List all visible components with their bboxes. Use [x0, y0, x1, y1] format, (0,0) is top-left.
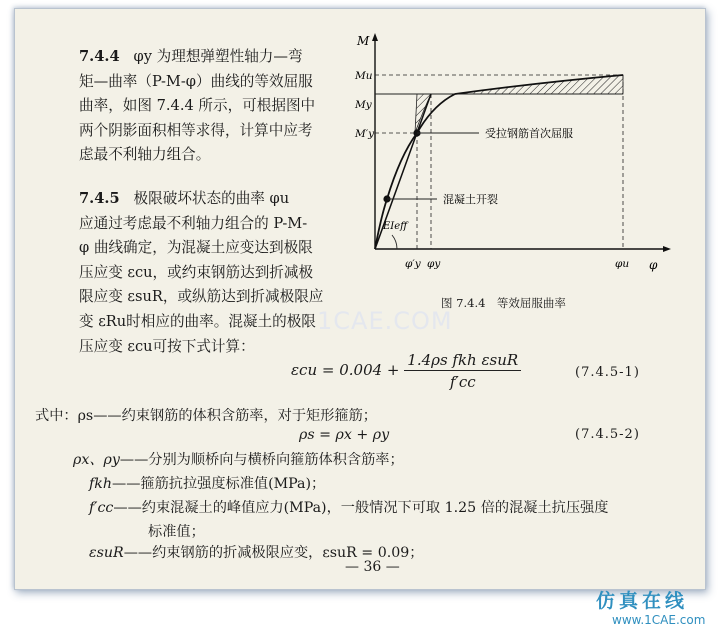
definition-continuation: 标准值； — [148, 524, 205, 540]
text-line: 矩—曲率（P-M-φ）曲线的等效屈服 — [79, 72, 313, 90]
paragraph-7-4-4 — [79, 45, 315, 168]
equation-7-4-5-2: ρs = ρx + ρy — [299, 427, 390, 443]
label-phi-y-prime: φ′y — [405, 258, 421, 270]
text-line: 变 εRu时相应的曲率。混凝土的极限 — [79, 312, 316, 330]
text-line: 压应变 εcu，或约束钢筋达到折减极 — [79, 263, 314, 281]
label-mu: Mu — [355, 70, 373, 82]
section-number: 7.4.5 — [79, 190, 120, 207]
definition-text: ——箍筋抗拉强度标准值(MPa)； — [112, 476, 326, 492]
definition-fkh — [89, 473, 325, 493]
text-line: 曲率，如图 7.4.4 所示，可根据图中 — [79, 97, 316, 115]
definition-rho-x-y — [73, 449, 404, 469]
annotation-steel-first-yield: 受拉钢筋首次屈服 — [485, 127, 573, 140]
text-line: 虑最不利轴力组合。 — [79, 146, 211, 164]
definition-rho-s — [35, 405, 377, 425]
definition-symbol: fkh — [89, 476, 112, 492]
label-phi-y: φy — [427, 258, 441, 270]
y-axis-arrow — [372, 33, 378, 41]
definition-symbol: εsuR — [89, 545, 124, 561]
paragraph-7-4-5 — [79, 187, 323, 359]
definition-text: ——约束钢筋的折减极限应变，εsuR = 0.09； — [123, 545, 424, 561]
equation-number-1: (7.4.5-1) — [575, 365, 640, 380]
slope-arc — [392, 235, 397, 249]
x-axis-label: φ — [649, 258, 658, 272]
moment-curvature-curve — [375, 75, 623, 249]
section-number: 7.4.4 — [79, 48, 120, 65]
text-line: 限应变 εsuR，或纵筋达到折减极限应 — [79, 288, 324, 306]
annotation-concrete-cracking: 混凝土开裂 — [443, 193, 498, 206]
label-my: My — [355, 99, 372, 111]
equation-fraction — [404, 351, 521, 391]
definition-symbol: 式中：ρs — [35, 408, 94, 424]
text-line: 极限破坏状态的曲率 φu — [133, 190, 290, 207]
text-line: 压应变 εcu可按下式计算： — [79, 337, 255, 355]
definition-symbol: f′cc — [89, 500, 114, 516]
text-line: 两个阴影面积相等求得，计算中应考 — [79, 121, 313, 139]
watermark-text: 1CAE.COM — [317, 307, 453, 335]
equivalent-yield-curvature-figure — [345, 31, 675, 293]
text-line: φ 曲线确定，为混凝土应变达到极限 — [79, 239, 313, 257]
document-page — [14, 8, 706, 590]
equation-numerator: 1.4ρs fkh εsuR — [404, 351, 521, 371]
text-line: φy 为理想弹塑性轴力—弯 — [133, 48, 303, 65]
equation-7-4-5-1 — [291, 351, 521, 391]
y-axis-label: M — [357, 34, 370, 48]
equation-number-2: (7.4.5-2) — [575, 427, 640, 442]
equation-denominator: f′cc — [449, 373, 476, 391]
figure-caption: 图 7.4.4 等效屈服曲率 — [441, 296, 566, 310]
site-logo — [596, 586, 716, 628]
equation-lhs: εcu = 0.004 + — [291, 361, 400, 379]
x-axis-arrow — [663, 246, 671, 252]
label-phi-u: φu — [615, 258, 630, 270]
definition-text: ——分别为顺桥向与横桥向箍筋体积含筋率； — [119, 452, 404, 468]
text-line: 应通过考虑最不利轴力组合的 P-M- — [79, 214, 308, 232]
definition-symbol: ρx、ρy — [73, 452, 120, 468]
definition-text: ——约束混凝土的峰值应力(MPa)，一般情况下可取 1.25 倍的混凝土抗压强度 — [113, 500, 609, 516]
definition-text: ——约束钢筋的体积含筋率，对于矩形箍筋； — [93, 408, 377, 424]
logo-url: www.1CAE.com — [612, 613, 706, 627]
label-my-prime: M′y — [355, 128, 375, 140]
logo-chinese: 仿真在线 — [596, 590, 689, 612]
definition-fcc — [89, 497, 608, 517]
label-ei-eff: EIeff — [383, 221, 408, 232]
page-number: — 36 — — [345, 559, 400, 575]
